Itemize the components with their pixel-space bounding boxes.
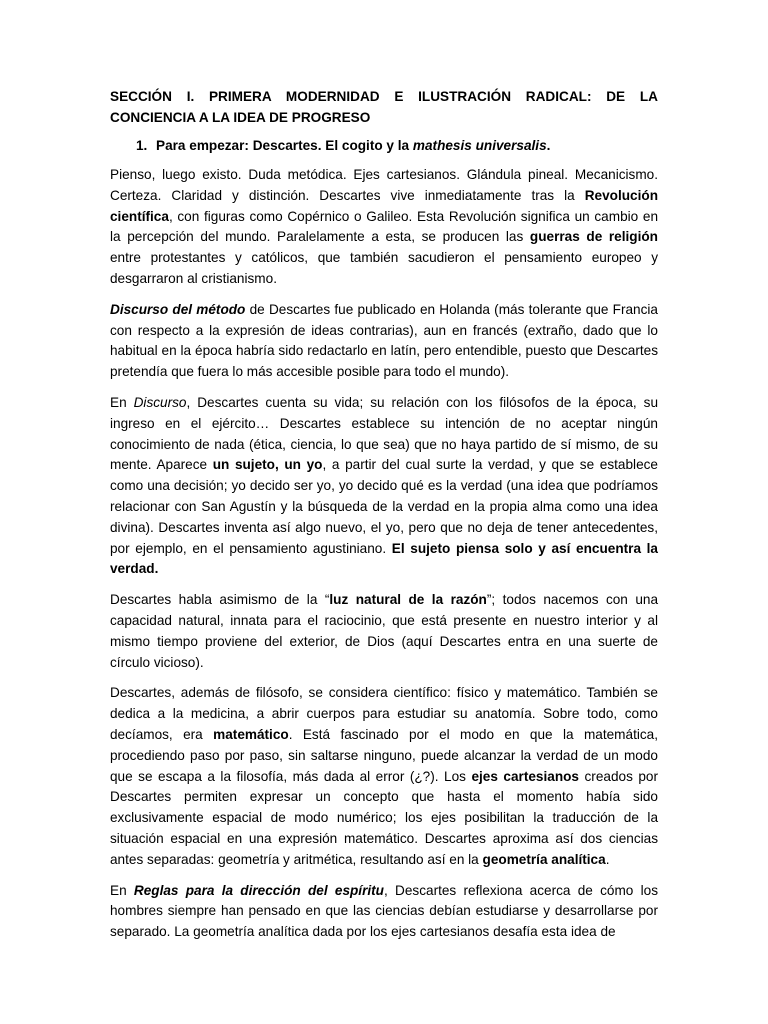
paragraph <box>110 393 658 580</box>
text-run: ”; todos nacemos con una capacidad natural, innata para el raciocinio, que está presente en nuestro interior y al mismo tiempo proviene del exterior, de Dios (aquí Descartes entra en una suerte de círculo vicioso). <box>110 592 659 670</box>
text-run: En <box>110 394 134 410</box>
text-run: Descartes habla asimismo de la “ <box>110 592 330 608</box>
text-run: , a partir del cual surte la verdad, y que se establece como una decisión; yo decido ser yo, yo decido qué es la verdad (una idea que podríamos relacionar con San Agustín y la búsqueda de la verdad en la propia alma como una idea divina). Descartes inventa así algo nuevo, el yo, pero que no deja de tener antecedentes, por ejemplo, en el pensamiento agustiniano. <box>110 457 658 556</box>
text-run: Discurso <box>133 394 187 410</box>
text-run: Revolución científica <box>110 187 658 224</box>
text-run: Discurso del método <box>110 301 246 317</box>
text-run: En <box>110 882 134 898</box>
text-run: matemático <box>213 726 289 742</box>
text-run: ejes cartesianos <box>471 768 579 784</box>
list-item-text-end: . <box>546 138 551 153</box>
text-run: Pienso, luego existo. Duda metódica. Ejes cartesianos. Glándula pineal. Mecanicismo. Certeza. Claridad y distinción. Descartes vive inmediatamente tras la <box>110 167 658 203</box>
list-number: 1. <box>136 138 148 153</box>
text-run: creados por Descartes permiten expresar un concepto que hasta el momento había sido exclusivamente espacial de modo numérico; los ejes posibilitan la traducción de la situación espacial en una expresión matemático. Descartes aproxima así dos ciencias antes separadas: geometría y aritmética, resultando así en la <box>110 768 659 867</box>
text-run: geometría analítica <box>482 851 606 867</box>
text-run: , Descartes reflexiona acerca de cómo los hombres siempre han pensado en que las ciencias debían estudiarse y desarrollarse por separado. La geometría analítica dada por los ejes cartesianos desafía esta idea de <box>110 882 659 940</box>
section-title: SECCIÓN I. PRIMERA MODERNIDAD E ILUSTRACIÓN RADICAL: DE LA CONCIENCIA A LA IDEA DE PROGRESO <box>110 89 658 125</box>
paragraph <box>110 300 658 383</box>
list-item-text <box>136 135 658 156</box>
list-item-text-plain: Para empezar: Descartes. El cogito y la <box>156 138 413 153</box>
text-run: entre protestantes y católicos, que también sacudieron el pensamiento europeo y desgarraron al cristianismo. <box>110 250 658 286</box>
text-run: , Descartes cuenta su vida; su relación con los filósofos de la época, su ingreso en el ejército… Descartes establece su intención de no aceptar ningún conocimiento de nada (ética, ciencia, lo que sea) que no haya partido de sí mismo, de su mente. Aparece <box>110 394 659 473</box>
list-item-text-italic: mathesis universalis <box>412 138 547 153</box>
paragraph <box>110 683 658 870</box>
text-run: luz natural de la razón <box>329 592 487 608</box>
text-run: . Está fascinado por el modo en que la matemática, procediendo paso por paso, sin saltarse ninguno, puede alcanzar la verdad de un modo que se escapa a la filosofía, más dada al error (¿?). Los <box>110 726 658 784</box>
text-run: Reglas para la dirección del espíritu <box>133 882 384 898</box>
text-run: de Descartes fue publicado en Holanda (más tolerante que Francia con respecto a la expresión de ideas contrarias), aun en francés (extraño, dado que lo habitual en la época habría sido redactarlo en latín, pero entendible, puesto que Descartes pretendía que fuera lo más accesible posible para todo el mundo). <box>110 301 658 380</box>
paragraph <box>110 590 658 673</box>
text-run: El sujeto piensa solo y así encuentra la verdad. <box>110 540 658 577</box>
list-item-heading <box>110 135 658 156</box>
body-text <box>110 165 658 943</box>
paragraph <box>110 165 658 290</box>
text-run: . <box>605 851 610 867</box>
text-run: guerras de religión <box>529 229 658 245</box>
text-run: , con figuras como Copérnico o Galileo. Esta Revolución significa un cambio en la percepción del mundo. Paralelamente a esta, se producen las <box>110 208 658 245</box>
text-run: un sujeto, un yo <box>212 457 323 473</box>
text-run: Descartes, además de filósofo, se considera científico: físico y matemático. También se dedica a la medicina, a abrir cuerpos para estudiar su anatomía. Sobre todo, como decíamos, era <box>110 685 658 742</box>
paragraph <box>110 881 658 943</box>
